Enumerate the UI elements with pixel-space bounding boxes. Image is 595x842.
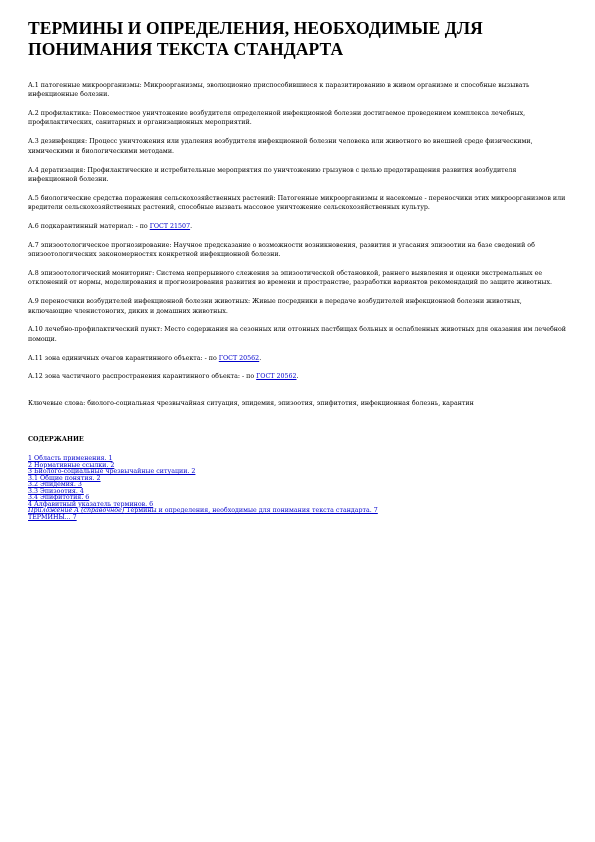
term-text: А.5 биологические средства поражения сельскохозяйственных растений: Патогенные микроорганизмы и насекомые - переносчики этих микроорганизмов или вредители сельскохозяйственных растений, способные вызвать массовое уничтожение сельскохозяйственных культур. [28,194,566,212]
term-paragraph [28,109,567,128]
toc-item-label: 1 Область применения. 1 [28,455,113,463]
keywords-paragraph: Ключевые слова: биолого-социальная чрезвычайная ситуация, эпидемия, эпизоотия, эпифитотия, инфекционная болезнь, карантин [28,399,474,407]
term-paragraph [28,241,567,260]
term-paragraph [28,269,567,288]
term-paragraph [28,137,567,156]
term-paragraph [28,354,567,363]
term-text: А.8 эпизоотологический мониторинг: Система непрерывного слежения за эпизоотической обстановкой, раннего выявления и оценки экстремальных ее отклонений от нормы, моделирования и прогнозирования развития во времени и пространстве, разработки вариантов рекомендаций по защите животных. [28,270,552,287]
page-title: ТЕРМИНЫ И ОПРЕДЕЛЕНИЯ, НЕОБХОДИМЫЕ ДЛЯ ПОНИМАНИЯ ТЕКСТА СТАНДАРТА [28,18,483,59]
toc-item [28,515,567,522]
term-text: А.7 эпизоотологическое прогнозирование: Научное предсказание о возможности возникновения, развития и угасания эпизоотии на базе сведений об эпизоотологических закономерностях конкретной инфекционной болезни. [28,241,535,259]
toc-title: СОДЕРЖАНИЕ [28,436,84,444]
term-suffix: . [296,373,299,381]
toc-item-label: 3 Биолого-социальные чрезвычайные ситуации. 2 [28,468,196,476]
term-paragraph [28,325,567,344]
gost-link[interactable]: ГОСТ 21507 [149,222,191,230]
toc-item-label: 3.4 Эпифитотия. 6 [28,494,90,502]
toc-link[interactable] [28,514,77,521]
term-text: А.11 зона единичных очагов карантинного объекта: - по [28,354,219,362]
term-paragraph [28,166,567,185]
term-paragraph [28,81,567,100]
term-suffix: . [259,354,262,362]
terms-list [28,81,567,382]
gost-link[interactable]: ГОСТ 20562 [256,373,297,381]
term-text: А.12 зона частичного распространения карантинного объекта: - по [28,373,257,381]
gost-link[interactable]: ГОСТ 20562 [218,354,260,362]
toc-item-label: 3.1 Общие понятия. 2 [28,474,101,482]
toc-item-label: 3.2 Эпидемия. 3 [28,481,82,489]
term-text: А.10 лечебно-профилактический пункт: Место содержания на сезонных или отгонных пастбищах больных и ослабленных животных для оказания им лечебной помощи. [28,326,566,343]
term-text: А.3 дезинфекция: Процесс уничтожения или удаления возбудителя инфекционной болезни человека или животного во внешней среде физическими, химическими и биологическими методами. [28,138,533,155]
toc-link[interactable] [28,507,378,514]
toc-item-label: 4 Алфавитный указатель терминов. 6 [28,500,154,508]
term-text: А.6 подкарантинный материал: - по [28,222,150,230]
toc-appendix-label: Приложение А (справочное) [28,507,125,515]
toc-item-label: 3.3 Эпизоотия. 4 [28,487,84,495]
term-paragraph [28,372,567,381]
term-paragraph [28,297,567,316]
toc-item-label: Термины и определения, необходимые для понимания текста стандарта. 7 [124,507,378,515]
term-text: А.1 патогенные микроорганизмы: Микроорганизмы, эволюционно приспособившиеся к паразитированию в живом организме и способные вызывать инфекционные болезни. [28,82,530,99]
toc-item-label: ТЕРМИНЫ... 7 [28,513,77,521]
table-of-contents [28,456,567,521]
term-suffix: . [190,222,193,230]
term-paragraph [28,222,567,231]
term-text: А.2 профилактика: Повсеместное уничтожение возбудителя определенной инфекционной болезни достигаемое проведением комплекса лечебных, профилактических, санитарных и организационных мероприятий. [28,110,526,127]
term-text: А.9 переносчики возбудителей инфекционной болезни животных: Живые посредники в передаче возбудителей инфекционной болезни животных, включающие членистоногих, диких и домашних животных. [28,298,522,315]
term-text: А.4 дератизация: Профилактические и истребительные мероприятия по уничтожению грызунов с целью предотвращения развития возбудителя инфекционной болезни. [28,166,517,183]
term-paragraph [28,194,567,213]
toc-item-label: 2 Нормативные ссылки. 2 [28,461,115,469]
